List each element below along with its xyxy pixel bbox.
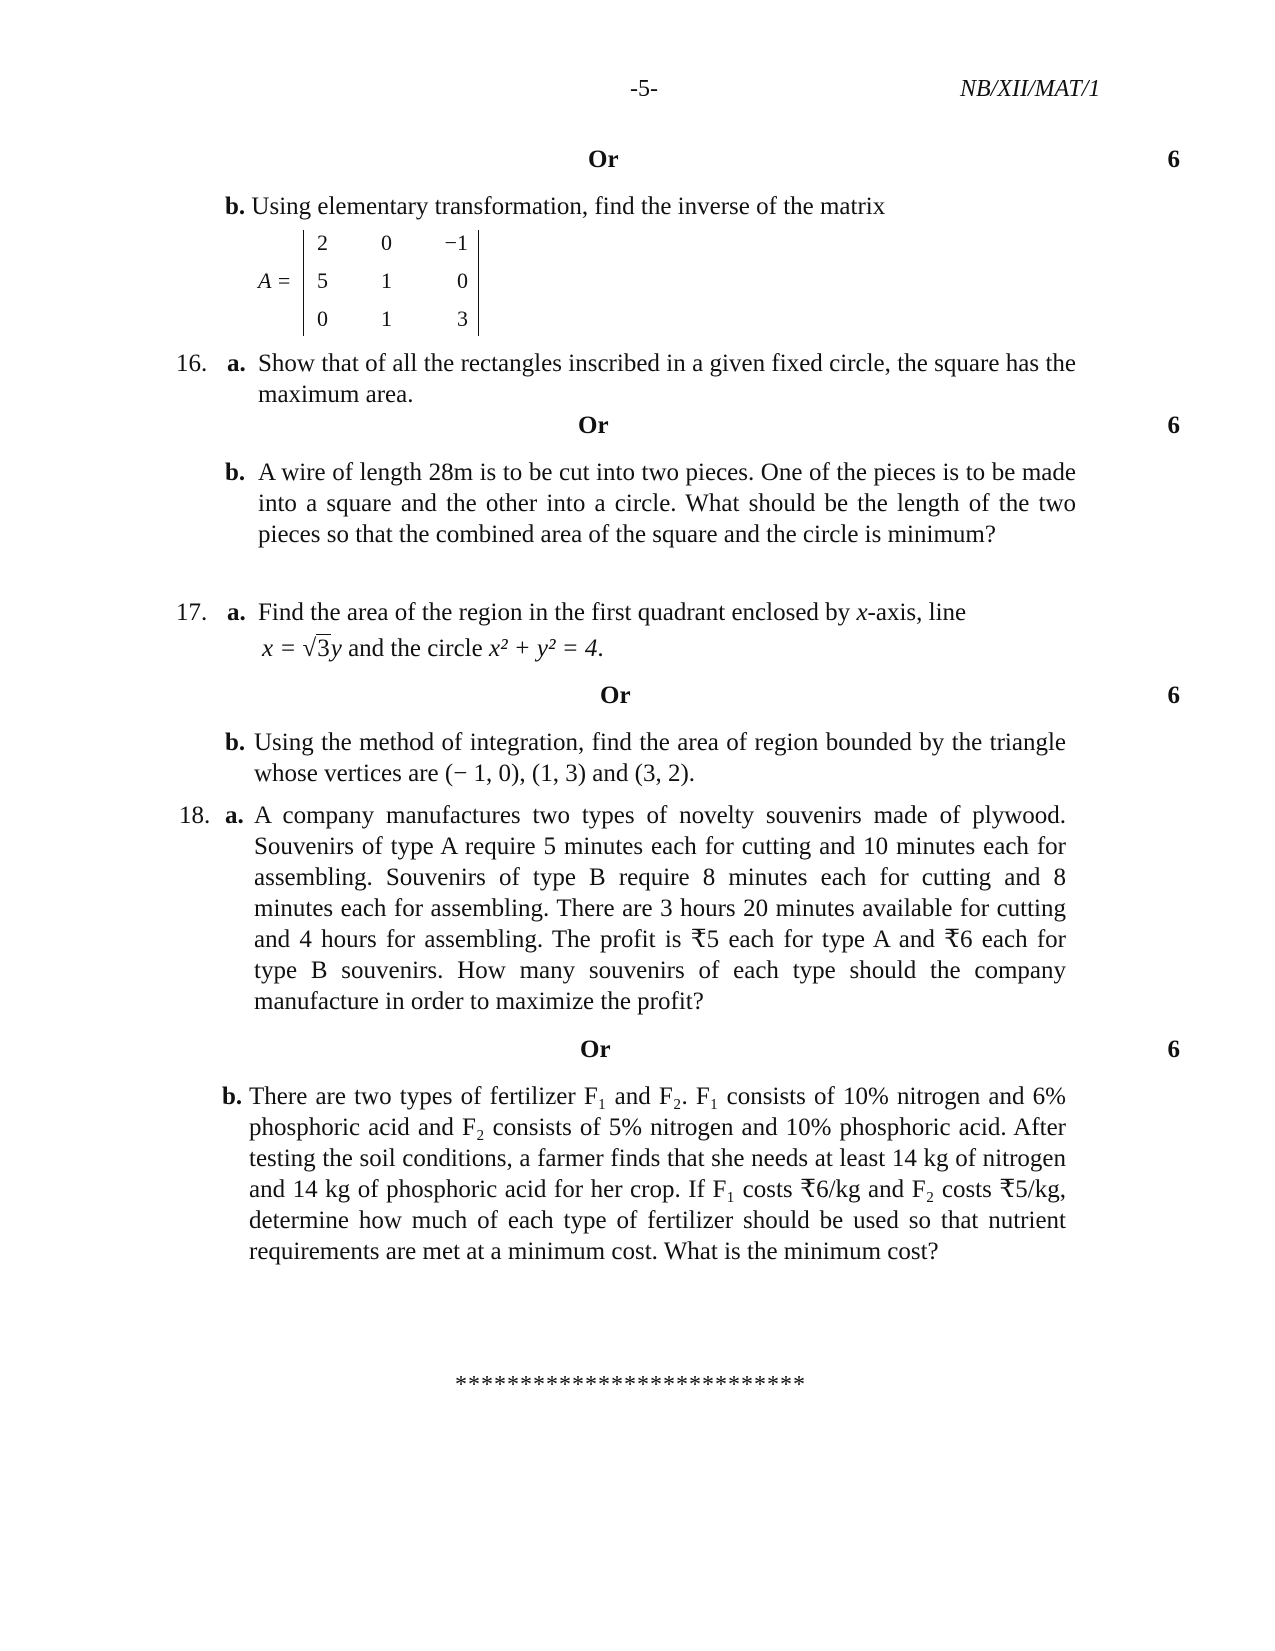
matrix-cell: 0 (317, 306, 328, 331)
matrix-grid (303, 230, 479, 336)
option-label-16a: a. (227, 350, 246, 377)
matrix-cell: 0 (381, 230, 392, 255)
option-label-15b: b. (225, 193, 246, 220)
question-16a-text: Show that of all the rectangles inscribed in a given fixed circle, the square has the maximum area. (258, 350, 1076, 408)
marks-15: 6 (1167, 146, 1180, 173)
equation-var-y: y (330, 635, 342, 662)
or-separator-16: Or (578, 412, 609, 439)
question-17a-text (258, 597, 1088, 628)
matrix-cell: 1 (381, 306, 392, 331)
matrix-cell: 2 (317, 230, 328, 255)
matrix-cell: −1 (444, 230, 468, 255)
marks-17: 6 (1167, 682, 1180, 709)
question-18a-text: A company manufactures two types of novelty souvenirs made of plywood. Souvenirs of type A require 5 minutes each for cutting and 10 minutes each for assembling. Souvenirs of type B require 8 minutes each for cutting and 8 minutes each for assembling. There are 3 hours 20 minutes available for cutting and 4 hours for assembling. The profit is ₹5 each for type A and ₹6 each for type B souvenirs. How many souvenirs of each type should the company manufacture in order to maximize the profit? (254, 802, 1066, 1015)
matrix-cell: 1 (381, 268, 392, 293)
or-separator-15: Or (588, 146, 619, 173)
option-label-18a: a. (225, 802, 244, 829)
matrix-cell: 3 (457, 306, 468, 331)
question-17a-part1: Find the area of the region in the first quadrant enclosed by (258, 599, 857, 626)
option-label-18b: b. (222, 1083, 243, 1110)
matrix-a (258, 230, 488, 338)
option-label-17b: b. (225, 729, 246, 756)
question-17a-equation (262, 633, 1092, 664)
question-18b-text: There are two types of fertilizer F₁ and F₂. F₁ consists of 10% nitrogen and 6% phosphoric acid and F₂ consists of 5% nitrogen and 10% phosphoric acid. After testing the soil conditions, a farmer finds that she needs at least 14 kg of nitrogen and 14 kg of phosphoric acid for her crop. If F₁ costs ₹6/kg and F₂ costs ₹5/kg, determine how much of each type of fertilizer should be used so that nutrient requirements are met at a minimum cost. What is the minimum cost? (249, 1083, 1066, 1265)
matrix-label: A = (258, 268, 292, 293)
equation-end: . (597, 635, 604, 662)
matrix-cell: 0 (457, 268, 468, 293)
question-number-18: 18. (179, 802, 211, 829)
sqrt-radicand: 3 (317, 635, 330, 662)
sqrt-icon: √ (302, 635, 317, 662)
question-17b-text: Using the method of integration, find the area of region bounded by the triangle whose vertices are (− 1, 0), (1, 3) and (3, 2). (254, 729, 1066, 787)
question-16b-text: A wire of length 28m is to be cut into two pieces. One of the pieces is to be made into a square and the other into a circle. What should be the length of the two pieces so that the combined area of the square and the circle is minimum? (258, 459, 1076, 548)
end-of-paper-stars: *************************** (455, 1372, 806, 1398)
question-number-17: 17. (176, 599, 208, 626)
question-number-16: 16. (176, 350, 208, 377)
marks-16: 6 (1167, 412, 1180, 439)
option-label-16b: b. (225, 459, 246, 486)
circle-equation: x² + y² = 4 (488, 635, 598, 662)
option-label-17a: a. (227, 599, 246, 626)
marks-18: 6 (1167, 1036, 1180, 1063)
or-separator-18: Or (580, 1036, 611, 1063)
question-15b-text: Using elementary transformation, find the inverse of the matrix (251, 193, 886, 220)
variable-x: x (856, 599, 868, 626)
question-15b (225, 191, 1085, 222)
question-17a-part2: -axis, line (867, 599, 967, 626)
matrix-cell: 5 (317, 268, 328, 293)
paper-code: NB/XII/MAT/1 (960, 76, 1101, 102)
page-number: -5- (630, 76, 658, 102)
equation-lhs: x = (262, 635, 297, 662)
or-separator-17: Or (600, 682, 631, 709)
question-17a-part3: and the circle (341, 635, 489, 662)
